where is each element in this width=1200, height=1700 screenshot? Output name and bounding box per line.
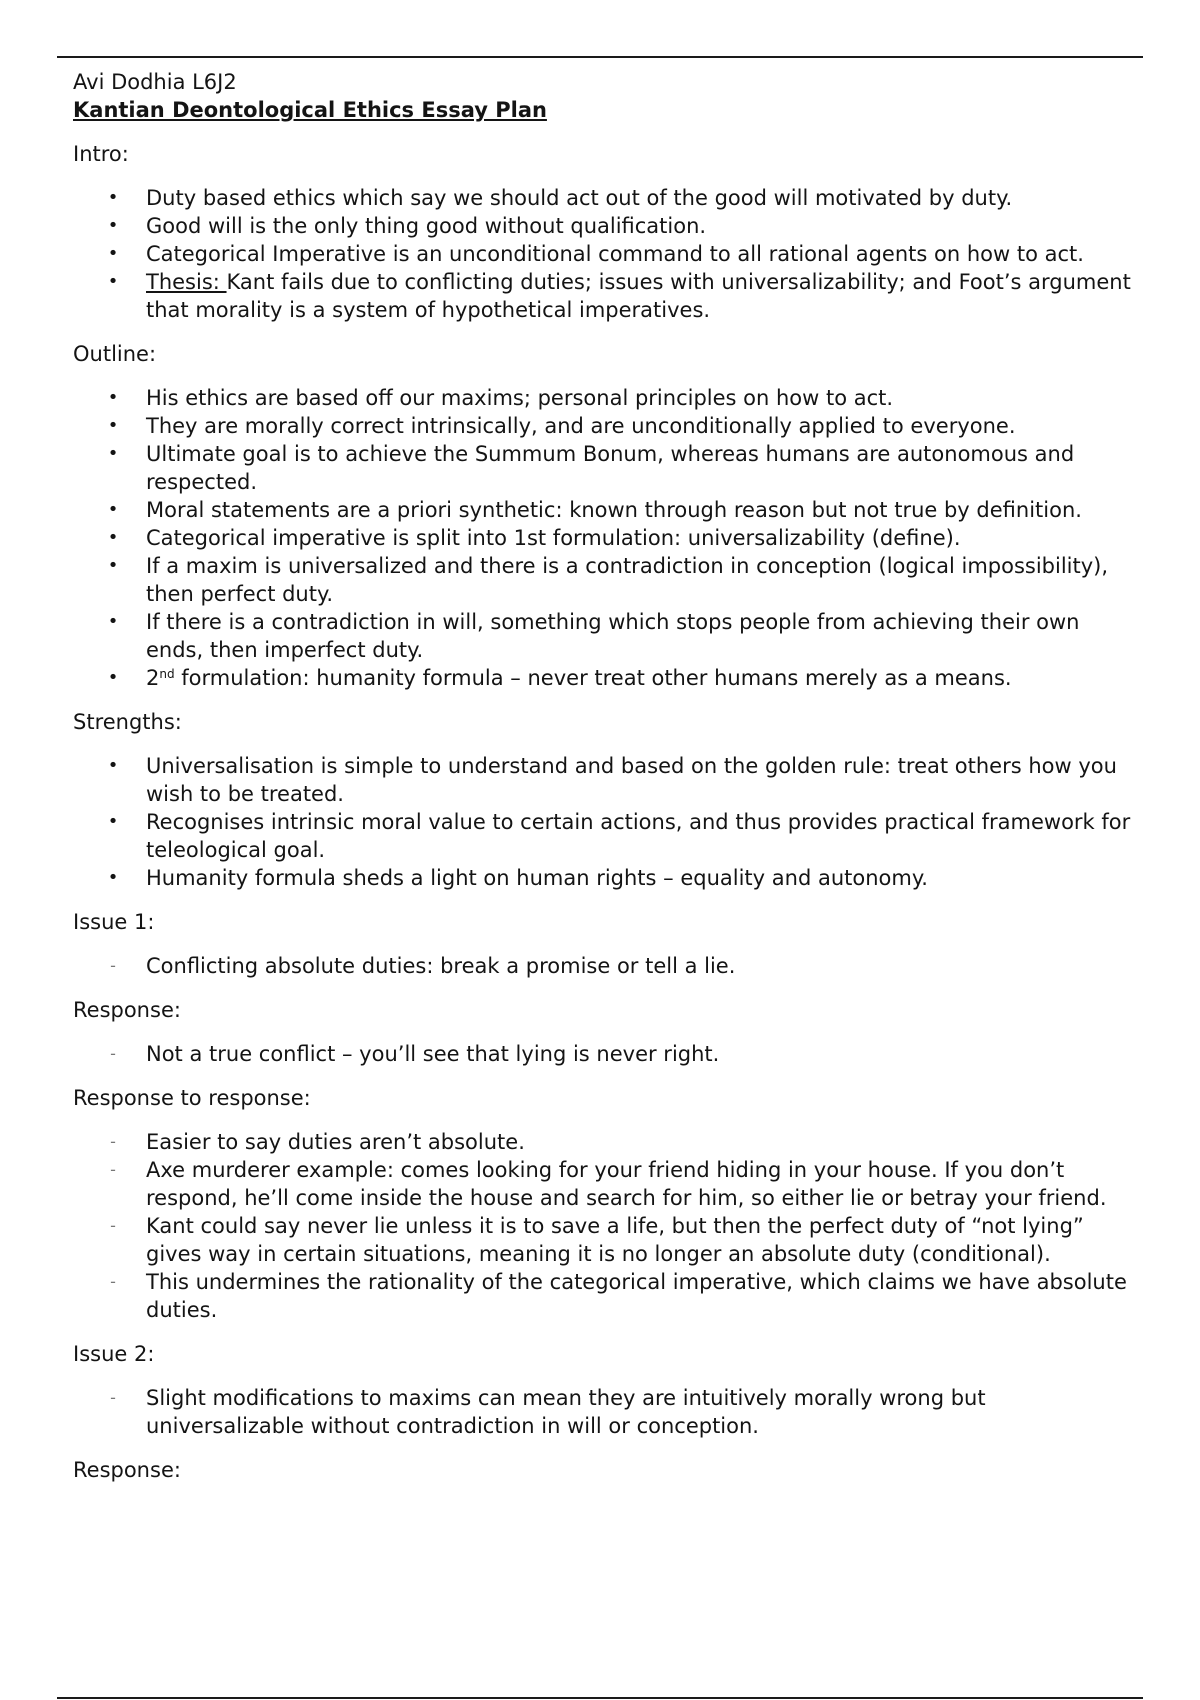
list-item: - Conflicting absolute duties: break a promise or tell a lie.: [73, 952, 1133, 980]
bullet-icon: •: [107, 611, 119, 632]
document-body: [73, 68, 1133, 1484]
bullet-icon: •: [107, 387, 119, 408]
bullet-icon: •: [107, 555, 119, 576]
list-item-thesis: [73, 268, 1133, 324]
section-heading-issue-2: Issue 2:: [73, 1342, 155, 1366]
bullet-icon: •: [107, 187, 119, 208]
list-item: • Humanity formula sheds a light on human rights – equality and autonomy.: [107, 866, 928, 890]
bullet-icon: •: [107, 271, 119, 292]
response-to-response-list: [73, 1128, 1133, 1324]
dash-icon: -: [110, 1160, 116, 1179]
list-item: • His ethics are based off our maxims; personal principles on how to act.: [107, 386, 894, 410]
list-item: - Easier to say duties aren’t absolute.: [73, 1128, 1133, 1156]
bullet-icon: •: [107, 215, 119, 236]
list-item: - Slight modifications to maxims can mean they are intuitively morally wrong but universalizable without contradiction in will or conception.: [73, 1384, 1133, 1440]
list-item: • If a maxim is universalized and there is a contradiction in conception (logical impossibility), then perfect duty.: [107, 554, 1109, 606]
bullet-icon: •: [107, 499, 119, 520]
list-item: • Recognises intrinsic moral value to certain actions, and thus provides practical framework for teleological goal.: [107, 810, 1131, 862]
outline-list: [73, 384, 1133, 692]
issue-1-list: [73, 952, 1133, 980]
list-item: - This undermines the rationality of the categorical imperative, which claims we have absolute duties.: [73, 1268, 1133, 1324]
strengths-list: [73, 752, 1133, 892]
list-item: • Duty based ethics which say we should act out of the good will motivated by duty.: [107, 186, 1013, 210]
issue-2-list: [73, 1384, 1133, 1440]
list-item: • Moral statements are a priori synthetic: known through reason but not true by definition.: [107, 498, 1082, 522]
dash-icon: -: [110, 1132, 116, 1151]
bullet-icon: •: [107, 243, 119, 264]
bottom-rule: [57, 1697, 1143, 1699]
list-item: • Categorical imperative is split into 1st formulation: universalizability (define).: [107, 526, 961, 550]
list-item: • Ultimate goal is to achieve the Summum Bonum, whereas humans are autonomous and respected.: [107, 442, 1075, 494]
dash-icon: -: [110, 1388, 116, 1407]
section-heading-response-to-response: Response to response:: [73, 1086, 311, 1110]
list-item: • They are morally correct intrinsically, and are unconditionally applied to everyone.: [107, 414, 1016, 438]
list-item: • If there is a contradiction in will, something which stops people from achieving their own ends, then imperfect duty.: [107, 610, 1080, 662]
document-title: Kantian Deontological Ethics Essay Plan: [73, 98, 547, 122]
dash-icon: -: [110, 1216, 116, 1235]
list-item: • Categorical Imperative is an unconditional command to all rational agents on how to act.: [107, 242, 1084, 266]
section-heading-response-2: Response:: [73, 1458, 181, 1482]
bullet-icon: •: [107, 443, 119, 464]
section-heading-response-1: Response:: [73, 998, 181, 1022]
response-1-list: [73, 1040, 1133, 1068]
section-heading-issue-1: Issue 1:: [73, 910, 155, 934]
author-line: Avi Dodhia L6J2: [73, 70, 237, 94]
bullet-icon: •: [107, 667, 119, 688]
section-heading-strengths: Strengths:: [73, 710, 182, 734]
thesis-text: Kant fails due to conflicting duties; issues with universalizability; and Foot’s argument that morality is a system of hypothetical imperatives.: [146, 270, 1131, 322]
list-item: • 2nd formulation: humanity formula – never treat other humans merely as a means.: [107, 666, 1012, 690]
bullet-icon: •: [107, 811, 119, 832]
section-heading-outline: Outline:: [73, 342, 157, 366]
dash-icon: -: [110, 1044, 116, 1063]
list-item: • Good will is the only thing good without qualification.: [107, 214, 707, 238]
list-item: - Kant could say never lie unless it is to save a life, but then the perfect duty of “not lying” gives way in certain situations, meaning it is no longer an absolute duty (conditional).: [73, 1212, 1133, 1268]
bullet-icon: •: [107, 755, 119, 776]
section-heading-intro: Intro:: [73, 142, 129, 166]
bullet-icon: •: [107, 867, 119, 888]
bullet-icon: •: [107, 527, 119, 548]
bullet-icon: •: [107, 415, 119, 436]
thesis-label: Thesis:: [146, 270, 227, 294]
dash-icon: -: [110, 1272, 116, 1291]
list-item: • Universalisation is simple to understand and based on the golden rule: treat others how you wish to be treated.: [107, 754, 1117, 806]
list-item: - Not a true conflict – you’ll see that lying is never right.: [73, 1040, 1133, 1068]
intro-list: [73, 184, 1133, 324]
dash-icon: -: [110, 956, 116, 975]
top-rule: [57, 56, 1143, 58]
list-item: - Axe murderer example: comes looking for your friend hiding in your house. If you don’t respond, he’ll come inside the house and search for him, so either lie or betray your friend.: [73, 1156, 1133, 1212]
